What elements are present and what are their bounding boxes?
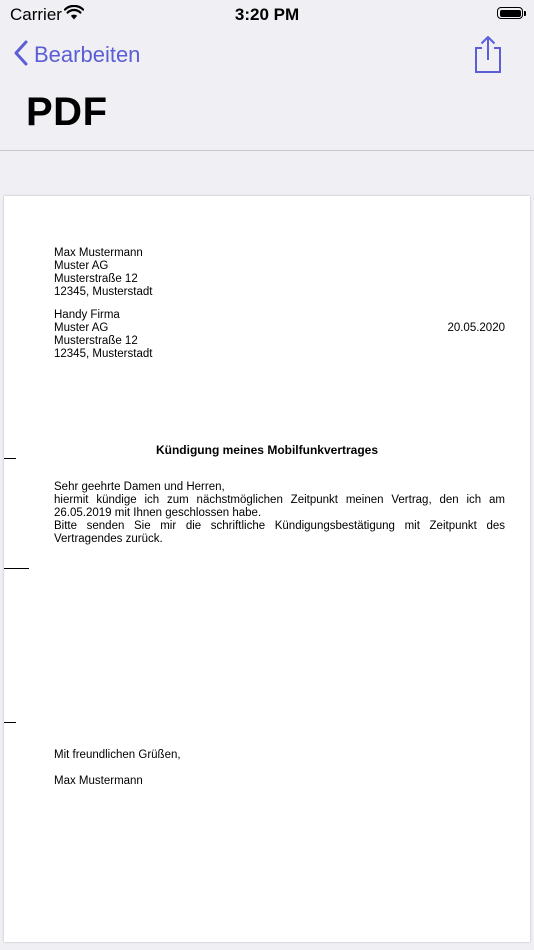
body-line: hiermit kündige ich zum nächstmöglichen Zeitpunkt meinen Vertrag, den ich am bbox=[54, 494, 505, 506]
fold-mark bbox=[4, 458, 16, 459]
sender-address bbox=[54, 247, 152, 299]
share-button[interactable] bbox=[470, 34, 506, 74]
sender-line: 12345, Musterstadt bbox=[54, 286, 153, 298]
nav-divider bbox=[0, 150, 534, 151]
recipient-line: Handy Firma bbox=[54, 309, 120, 321]
letter-date: 20.05.2020 bbox=[447, 322, 505, 334]
recipient-line: 12345, Musterstadt bbox=[54, 348, 153, 360]
letter-signature: Max Mustermann bbox=[54, 775, 143, 787]
back-button-label: Bearbeiten bbox=[34, 42, 141, 67]
battery-cap bbox=[524, 11, 526, 16]
status-time: 3:20 PM bbox=[234, 5, 300, 24]
sender-line: Max Mustermann bbox=[54, 247, 143, 259]
recipient-line: Musterstraße 12 bbox=[54, 335, 138, 347]
punch-mark bbox=[4, 568, 29, 569]
battery-icon bbox=[497, 7, 523, 19]
letter-subject: Kündigung meines Mobilfunkvertrages bbox=[155, 443, 379, 457]
recipient-line: Muster AG bbox=[54, 322, 109, 334]
sender-line: Muster AG bbox=[54, 260, 109, 272]
letter-closing: Mit freundlichen Grüßen, bbox=[54, 749, 181, 761]
body-line: Vertragendes zurück. bbox=[54, 533, 163, 545]
fold-mark bbox=[4, 722, 16, 723]
body-line: 26.05.2019 mit Ihnen geschlossen habe. bbox=[54, 507, 262, 519]
status-bar bbox=[0, 0, 534, 30]
page-title: PDF bbox=[26, 90, 108, 134]
carrier-label: Carrier bbox=[10, 5, 62, 24]
back-button[interactable] bbox=[14, 38, 140, 72]
pdf-page[interactable] bbox=[4, 196, 530, 942]
salutation: Sehr geehrte Damen und Herren, bbox=[54, 481, 225, 493]
chevron-left-icon bbox=[14, 40, 28, 71]
recipient-address bbox=[54, 309, 152, 361]
share-icon bbox=[470, 61, 506, 78]
letter-body bbox=[54, 481, 505, 546]
body-line: Bitte senden Sie mir die schriftliche Kündigungsbestätigung mit Zeitpunkt des bbox=[54, 520, 505, 532]
sender-line: Musterstraße 12 bbox=[54, 273, 138, 285]
